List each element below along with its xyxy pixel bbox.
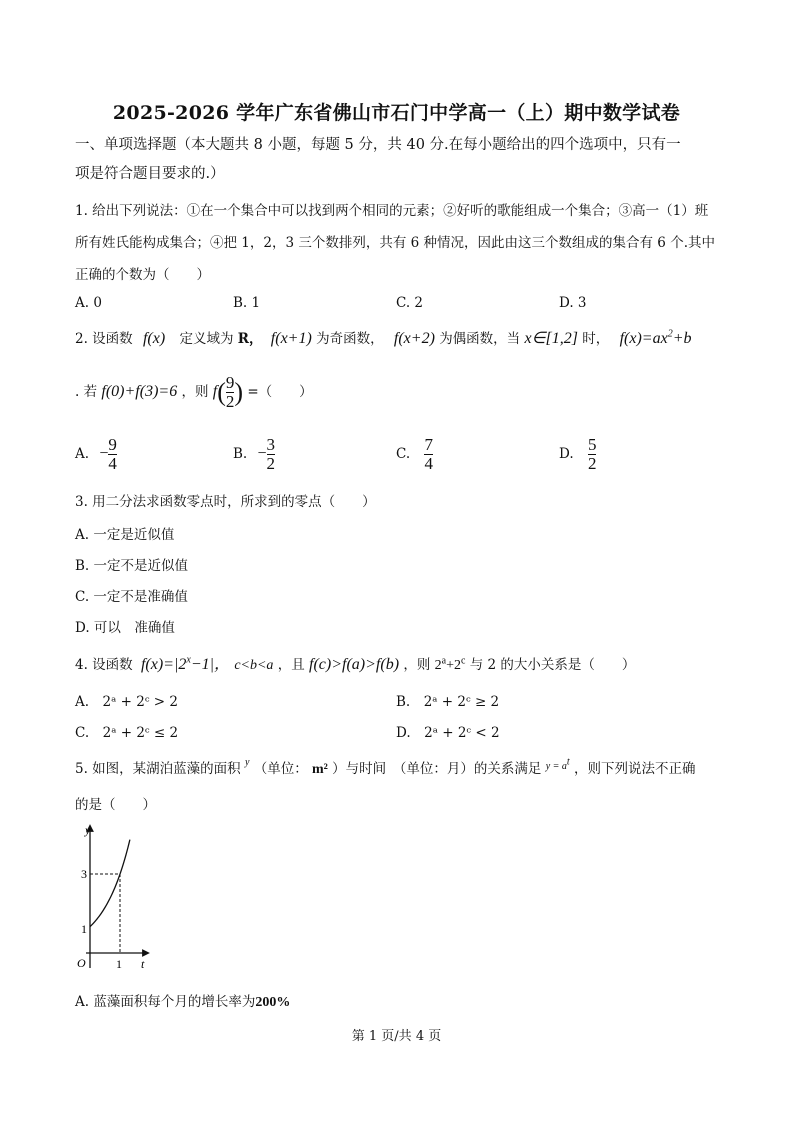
- q2-formula-end: +b: [672, 330, 692, 347]
- q2-text2: 为奇函数，: [316, 331, 384, 347]
- page-footer: 第 1 页/共 4 页: [351, 1029, 442, 1044]
- q2-line2-prefix: . 若: [75, 384, 98, 400]
- q3-option-d: D. 可以 准确值: [75, 620, 175, 636]
- q1-line1: 1. 给出下列说法：①在一个集合中可以找到两个相同的元素；②好听的歌能组成一个集合；③高一（1）班: [75, 203, 709, 219]
- q4-text1: ，且: [277, 657, 305, 673]
- q5-option-a-value: 200%: [255, 995, 291, 1010]
- x-tick-1: 1: [116, 957, 122, 971]
- q4-text2: ，则: [403, 657, 431, 673]
- q2-formula: f(x)=ax: [619, 330, 668, 347]
- q2-line1: [75, 327, 691, 348]
- q2-condition: f(0)+f(3)=6: [101, 383, 178, 400]
- section-heading-line2: 项是符合题目要求的.）: [75, 166, 225, 182]
- q2-text3: 为偶函数，当: [439, 331, 521, 347]
- q4-expr-mid: +2: [446, 658, 461, 673]
- q2-option-d: D. $\frac{5}{2}$: [559, 435, 597, 473]
- q4-option-d: D. 2ᵃ + 2ᶜ < 2: [396, 725, 500, 741]
- q2-fx2: f(x+2): [393, 330, 435, 347]
- q1-option-d: D. 3: [559, 295, 587, 311]
- q5-option-a: [75, 990, 290, 1011]
- q5-text2: （单位：: [253, 761, 308, 777]
- q3-stem: 3. 用二分法求函数零点时，所求到的零点（ ）: [75, 494, 376, 510]
- q4-option-c: C. 2ᵃ + 2ᶜ ≤ 2: [75, 725, 179, 741]
- q3-option-a: A. 一定是近似值: [75, 527, 175, 543]
- q2-line2-mid: ，则: [181, 384, 209, 400]
- q2-text4: 时，: [582, 331, 610, 347]
- q2-text1: 定义域为: [179, 331, 234, 347]
- q1-option-b: B. 1: [233, 295, 261, 311]
- q2-option-a: A. − $\frac{9}{4}$: [75, 435, 117, 473]
- q5-text3: ）与时间 （单位：月）的关系满足: [332, 761, 542, 777]
- q1-option-c: C. 2: [396, 295, 424, 311]
- q5-line1: [75, 757, 695, 778]
- q3-option-c: C. 一定不是准确值: [75, 589, 188, 605]
- q5-graph: [72, 822, 152, 978]
- q5-unit: m²: [312, 762, 328, 777]
- q5-model-exp: t: [566, 757, 570, 768]
- y-tick-3: 3: [81, 867, 87, 881]
- q2-option-c: C. $\frac{7}{4}$: [396, 435, 433, 473]
- q2-interval: x∈[1,2]: [524, 330, 578, 347]
- q4-text3: 与 2 的大小关系是（ ）: [469, 657, 636, 673]
- y-axis-label: y: [85, 823, 91, 837]
- q2-domain-r: R，: [237, 331, 263, 347]
- q2-prefix: 2. 设函数: [75, 331, 133, 347]
- q4-func-exp: x: [186, 654, 191, 666]
- section-heading-line1: 一、单项选择题（本大题共 8 小题，每题 5 分，共 40 分.在每小题给出的四个选项中，只有一: [75, 137, 681, 153]
- q5-model: y = a: [545, 761, 567, 773]
- q2-fx: f(x): [142, 330, 166, 347]
- q1-line2: 所有姓氏能构成集合；④把 1，2，3 三个数排列，共有 6 种情况，因此由这三个数组成的集合有 6 个.其中: [75, 235, 715, 251]
- q4-func: f(x)=|2: [140, 656, 187, 673]
- q2-fx1: f(x+1): [270, 330, 312, 347]
- q5-y: y: [244, 757, 250, 768]
- q2-ask-den: 2: [225, 392, 235, 411]
- q5-text1: 5. 如图，某湖泊蓝藻的面积: [75, 761, 241, 777]
- q5-option-a-text: A. 蓝藻面积每个月的增长率为: [75, 994, 256, 1010]
- q4-expr-exp-a: a: [441, 655, 447, 667]
- x-axis-label: t: [141, 957, 145, 971]
- q4-func-end: −1|，: [190, 656, 231, 673]
- q4-condition: f(c)>f(a)>f(b): [309, 656, 400, 673]
- q5-line2: 的是（ ）: [75, 797, 156, 813]
- q4-option-b: B. 2ᵃ + 2ᶜ ≥ 2: [396, 694, 500, 710]
- q4-prefix: 4. 设函数: [75, 657, 133, 673]
- q2-line2: . 若 f(0)+f(3)=6 ，则 f( $\frac{9}{2}$ ) =（ ）: [75, 373, 313, 411]
- q2-line2-end: =（ ）: [247, 384, 313, 400]
- q2-ask-num: 9: [225, 373, 235, 392]
- exp-curve: [90, 840, 130, 927]
- paper-title: 2025-2026 学年广东省佛山市石门中学高一（上）期中数学试卷: [112, 102, 681, 124]
- q4-order: c<b<a: [234, 658, 274, 673]
- q5-text4: ，则下列说法不正确: [573, 761, 696, 777]
- q2-ask-f: f: [212, 383, 218, 400]
- y-tick-1: 1: [81, 922, 87, 936]
- q2-option-b: B. − $\frac{3}{2}$: [233, 435, 276, 473]
- q4-expr: 2: [434, 658, 442, 673]
- q3-option-b: B. 一定不是近似值: [75, 558, 189, 574]
- q4-option-a: A. 2ᵃ + 2ᶜ > 2: [75, 694, 178, 710]
- q2-formula-exp: 2: [667, 328, 673, 340]
- q1-option-a: A. 0: [75, 295, 102, 311]
- q4-stem: [75, 651, 635, 674]
- q1-line3: 正确的个数为（ ）: [75, 267, 210, 283]
- q4-expr-exp-c: c: [460, 655, 466, 667]
- origin-label: O: [77, 956, 86, 970]
